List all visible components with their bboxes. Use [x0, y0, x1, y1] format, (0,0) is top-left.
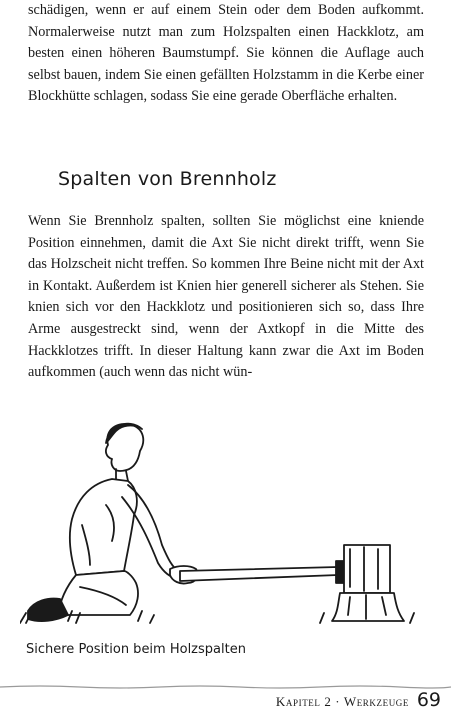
section-heading: Spalten von Brennholz [58, 168, 277, 190]
figure-caption: Sichere Position beim Holzspalten [26, 642, 246, 657]
body-paragraph: schädigen, wenn er auf einem Stein oder dem Boden aufkommt. Normalerweise nutzt man zum Holzspalten einen Hackklotz, am besten einen höheren Baumstumpf. Sie können die Auflage auch selbst bauen, indem Sie einen gefällten Holzstamm in die Kerbe einer Blockhütte schlagen, sodass Sie eine gerade Oberfläche erhalten. [28, 2, 424, 105]
running-head: Kapitel 2 · Werkzeuge [275, 694, 409, 709]
page-number: 69 [416, 689, 441, 711]
illustration-kneeling-man-splitting-wood [20, 415, 420, 637]
footer-rule [0, 684, 451, 690]
body-paragraph: Wenn Sie Brennholz spalten, sollten Sie möglichst eine kniende Position einnehmen, damit die Axt Sie nicht direkt trifft, wenn Sie das Holzscheit nicht treffen. So kommen Ihre Beine nicht mit der Axt in Kontakt. Außerdem ist Knien hier generell sicherer als Stehen. Sie knien sich vor den Hackklotz und positionieren sich so, dass Ihre Arme ausgestreckt sind, wenn der Axtkopf in die Mitte des Hackklotzes trifft. In dieser Haltung kann zwar die Axt im Boden aufkommen (auch wenn das nicht wün- [28, 213, 424, 381]
